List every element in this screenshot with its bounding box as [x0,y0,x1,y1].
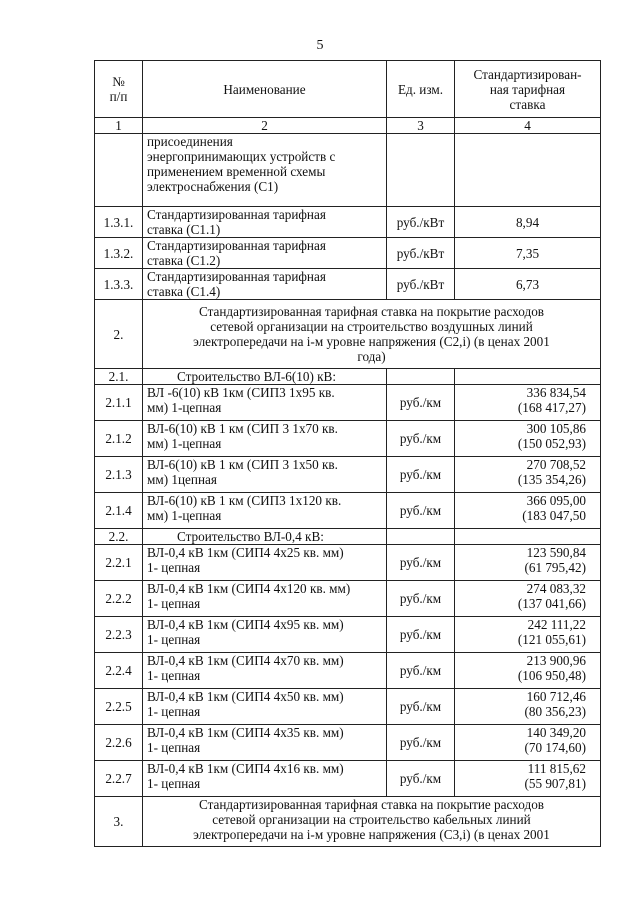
section-title-text: Стандартизированная тарифная ставка на покрытие расходов сетевой организации на строительство кабельных линий электропередачи на i-м уровне напряжения (С3,i) (в ценах 2001 [193,797,550,842]
rate-row [95,207,601,238]
row-name [143,269,387,300]
row-num-text: 2.2.6 [105,735,132,750]
row-num [95,457,143,493]
row-unit-text: руб./км [399,663,442,678]
row-name-text: ВЛ-0,4 кВ 1км (СИП4 4х120 кв. мм) 1- цепная [147,581,351,611]
rate-value-alt: (183 047,50 [522,508,586,523]
row-unit-text: руб./кВт [396,214,445,230]
rate-value [455,581,601,617]
subsection-num [95,529,143,545]
row-num-text: 2.1.4 [105,503,132,518]
row-value-text: 7,35 [515,245,540,261]
section-title [143,300,601,369]
row-num [95,238,143,269]
row-name [143,581,387,617]
row-unit [387,653,455,689]
row-name-text: ВЛ-0,4 кВ 1км (СИП4 4х16 кв. мм) 1- цепная [147,761,344,791]
subsection-title-text: Строительство ВЛ-6(10) кВ: [177,369,337,384]
row-unit [387,493,455,529]
col-number: 1 [95,118,143,134]
rate-row [95,457,601,493]
row-name [143,617,387,653]
rate-value [455,689,601,725]
rate-row [95,545,601,581]
header-name: Наименование [143,61,387,118]
row-unit-text: руб./км [399,467,442,482]
rate-value [455,385,601,421]
section-num-text: 2. [113,326,124,342]
row-num-text: 1.3.2. [103,245,134,261]
row-unit-text: руб./кВт [396,245,445,261]
subsection-row [95,529,601,545]
row-unit [387,761,455,797]
row-name [143,653,387,689]
row-num [95,493,143,529]
row-num-text: 2.2.2 [105,591,132,606]
row-name-text: Стандартизированная тарифная ставка (С1.1) [147,207,326,237]
row-num-text: 1.3.3. [103,276,134,292]
continuation-unit-cell [387,134,455,207]
section-num [95,797,143,847]
row-name-text: ВЛ-6(10) кВ 1 км (СИП 3 1х50 кв. мм) 1цепная [147,457,338,487]
row-num [95,689,143,725]
row-value-text: 6,73 [515,276,540,292]
rate-value-alt: (121 055,61) [517,632,586,647]
row-unit [387,207,455,238]
row-unit [387,421,455,457]
row-num-text: 2.2.5 [105,699,132,714]
row-unit-text: руб./км [399,395,442,410]
col-number: 2 [143,118,387,134]
row-num [95,385,143,421]
row-num-text: 2.1.3 [105,467,132,482]
rate-value [455,725,601,761]
rate-value-main: 213 900,96 [526,653,586,668]
section-row [95,797,601,847]
rate-value-main: 366 095,00 [526,493,586,508]
row-num [95,617,143,653]
row-name [143,545,387,581]
rate-row [95,653,601,689]
row-name [143,207,387,238]
continuation-text: присоединения энергопринимающих устройств с применением временной схемы электроснабжения (С1) [143,134,387,207]
continuation-row [95,134,601,207]
row-num [95,269,143,300]
col-number: 4 [455,118,601,134]
row-unit [387,238,455,269]
continuation-rate-cell [455,134,601,207]
rate-value-main: 242 111,22 [527,617,586,632]
rate-row [95,581,601,617]
section-title [143,797,601,847]
row-name [143,725,387,761]
row-unit-text: руб./км [399,771,442,786]
rate-value-alt: (135 354,26) [517,472,586,487]
row-name [143,385,387,421]
row-num [95,581,143,617]
rate-value [455,653,601,689]
row-unit-text: руб./км [399,735,442,750]
subsection-num-text: 2.2. [108,529,129,544]
rate-row [95,761,601,797]
section-num [95,300,143,369]
section-title-text: Стандартизированная тарифная ставка на покрытие расходов сетевой организации на строительство воздушных линий электропередачи на i-м уровне напряжения (С2,i) (в ценах 2001 года) [193,304,550,364]
row-num [95,653,143,689]
row-name [143,493,387,529]
row-name [143,421,387,457]
rate-value-alt: (137 041,66) [517,596,586,611]
row-unit-text: руб./км [399,555,442,570]
rate-value-alt: (55 907,81) [524,776,586,791]
empty-cell [387,529,455,545]
header-num: № п/п [95,61,143,118]
row-num-text: 2.2.7 [105,771,132,786]
section-row [95,300,601,369]
rate-value-alt: (70 174,60) [524,740,586,755]
rate-value-main: 140 349,20 [526,725,586,740]
row-num-text: 2.2.4 [105,663,132,678]
page-number: 5 [316,38,324,53]
row-name-text: ВЛ-0,4 кВ 1км (СИП4 4х35 кв. мм) 1- цепная [147,725,344,755]
row-unit-text: руб./км [399,627,442,642]
rate-value-alt: (168 417,27) [517,400,586,415]
rate-row [95,725,601,761]
row-num-text: 2.1.2 [105,431,132,446]
rate-value-main: 300 105,86 [526,421,586,436]
row-num-text: 1.3.1. [103,214,134,230]
continuation-num-cell [95,134,143,207]
rate-row [95,421,601,457]
row-unit-text: руб./кВт [396,276,445,292]
row-unit [387,617,455,653]
row-num-text: 2.2.1 [105,555,132,570]
rate-row [95,493,601,529]
empty-cell [455,529,601,545]
row-name-text: ВЛ-6(10) кВ 1 км (СИП3 1х120 кв. мм) 1-цепная [147,493,342,523]
rate-value-main: 160 712,46 [526,689,586,704]
rate-row [95,385,601,421]
row-num [95,545,143,581]
row-unit-text: руб./км [399,503,442,518]
row-name [143,457,387,493]
subsection-title-text: Строительство ВЛ-0,4 кВ: [177,529,324,544]
row-name-text: ВЛ -6(10) кВ 1км (СИП3 1х95 кв. мм) 1-цепная [147,385,335,415]
tariff-table [94,60,601,847]
rate-value [455,761,601,797]
row-unit [387,385,455,421]
row-unit [387,689,455,725]
row-unit [387,269,455,300]
header-rate: Стандартизирован- ная тарифная ставка [455,61,601,118]
row-num [95,207,143,238]
row-value [455,238,601,269]
subsection-num [95,369,143,385]
empty-cell [387,369,455,385]
section-num-text: 3. [113,814,124,829]
rate-value [455,617,601,653]
empty-cell [455,369,601,385]
col-number: 3 [387,118,455,134]
row-name-text: Стандартизированная тарифная ставка (С1.2) [147,238,326,268]
rate-value [455,493,601,529]
row-unit-text: руб./км [399,591,442,606]
rate-value-main: 274 083,32 [526,581,586,596]
rate-value-alt: (106 950,48) [517,668,586,683]
rate-row [95,689,601,725]
row-name-text: ВЛ-6(10) кВ 1 км (СИП 3 1х70 кв. мм) 1-цепная [147,421,338,451]
row-unit [387,581,455,617]
subsection-num-text: 2.1. [108,369,129,384]
row-name-text: ВЛ-0,4 кВ 1км (СИП4 4х70 кв. мм) 1- цепная [147,653,344,683]
rate-row [95,269,601,300]
row-unit [387,545,455,581]
row-name [143,761,387,797]
subsection-title [143,529,387,545]
rate-value-alt: (80 356,23) [524,704,586,719]
row-name [143,238,387,269]
rate-value-alt: (150 052,93) [517,436,586,451]
rate-value-main: 111 815,62 [527,761,586,776]
column-numbers-row [95,118,601,134]
row-num-text: 2.2.3 [105,627,132,642]
row-num [95,761,143,797]
rate-value [455,457,601,493]
row-unit-text: руб./км [399,699,442,714]
rate-value-alt: (61 795,42) [524,560,586,575]
row-name-text: ВЛ-0,4 кВ 1км (СИП4 4х25 кв. мм) 1- цепная [147,545,344,575]
rate-value-main: 336 834,54 [526,385,586,400]
row-name-text: ВЛ-0,4 кВ 1км (СИП4 4х50 кв. мм) 1- цепная [147,689,344,719]
row-name [143,689,387,725]
rate-row [95,238,601,269]
row-value [455,269,601,300]
row-num-text: 2.1.1 [105,395,132,410]
rate-row [95,617,601,653]
row-value [455,207,601,238]
header-unit: Ед. изм. [387,61,455,118]
rate-value-main: 270 708,52 [526,457,586,472]
subsection-row [95,369,601,385]
row-unit [387,457,455,493]
subsection-title [143,369,387,385]
row-value-text: 8,94 [515,214,540,230]
rate-value [455,545,601,581]
row-num [95,725,143,761]
rate-value-main: 123 590,84 [526,545,586,560]
row-num [95,421,143,457]
header-row [95,61,601,118]
rate-value [455,421,601,457]
row-unit-text: руб./км [399,431,442,446]
row-unit [387,725,455,761]
row-name-text: ВЛ-0,4 кВ 1км (СИП4 4х95 кв. мм) 1- цепная [147,617,344,647]
row-name-text: Стандартизированная тарифная ставка (С1.4) [147,269,326,299]
